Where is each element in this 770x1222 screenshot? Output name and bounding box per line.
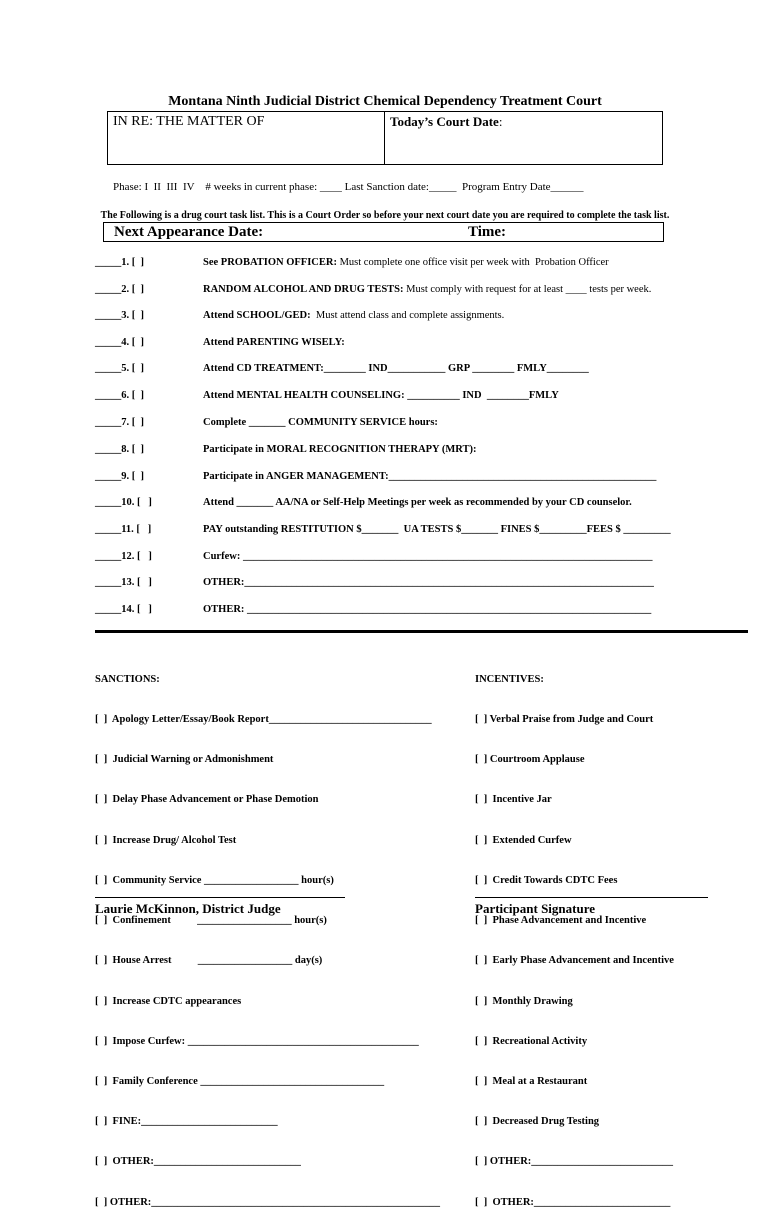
task-text (203, 257, 609, 268)
sanction-item[interactable]: [ ] Confinement __________________ hour(s) (95, 915, 327, 927)
next-appearance-time-label: Time: (468, 224, 507, 240)
task-item (95, 471, 735, 485)
task-checkbox[interactable]: _____13. [ ] (95, 577, 152, 588)
task-bold: RANDOM ALCOHOL AND DRUG TESTS: (203, 284, 404, 295)
task-item (95, 604, 735, 618)
task-text (203, 604, 651, 615)
incentive-item[interactable]: [ ] Monthly Drawing (475, 995, 573, 1007)
matter-box-divider (384, 111, 385, 165)
task-bold: OTHER: _____________________________________________________________________________ (203, 604, 652, 615)
task-bold: Participate in MORAL RECOGNITION THERAPY (MRT): (203, 444, 477, 455)
incentive-item[interactable]: [ ] Meal at a Restaurant (475, 1076, 588, 1087)
document-title: Montana Ninth Judicial District Chemical Dependency Treatment Court (168, 94, 602, 109)
task-item (95, 551, 735, 565)
sanctions-list (95, 646, 440, 1222)
task-bold: Complete _______ COMMUNITY SERVICE hours: (203, 417, 438, 428)
task-item (95, 444, 735, 458)
task-checkbox[interactable]: _____9. [ ] (95, 471, 144, 482)
sanction-item[interactable]: [ ] OTHER:____________________________ (95, 1156, 301, 1168)
court-date-label (390, 114, 502, 130)
task-bold: PAY outstanding RESTITUTION $_______ UA TESTS $_______ FINES $_________FEES $ _________ (203, 524, 671, 535)
court-order-notice: The Following is a drug court task list. This is a Court Order so before your next court date you are required to complete the task list. (100, 210, 670, 221)
task-text (203, 524, 671, 535)
court-date-colon: : (498, 114, 503, 129)
incentive-item[interactable]: [ ] Decreased Drug Testing (475, 1116, 600, 1128)
sanction-item[interactable]: [ ] Apology Letter/Essay/Book Report_______________________________ (95, 714, 432, 726)
task-bold: Curfew: ______________________________________________________________________________ (203, 551, 653, 562)
sanction-item[interactable]: [ ] Impose Curfew: ____________________________________________ (95, 1035, 419, 1047)
task-bold: Attend _______ AA/NA or Self-Help Meetings per week as recommended by your CD counselor. (203, 497, 632, 508)
incentive-item[interactable]: [ ] OTHER:__________________________ (475, 1196, 671, 1208)
incentive-item[interactable]: [ ] OTHER:___________________________ (475, 1156, 674, 1168)
section-divider (95, 630, 748, 633)
task-checkbox[interactable]: _____12. [ ] (95, 551, 152, 562)
task-item (95, 310, 735, 324)
phase-line: Phase: I II III IV # weeks in current phase: ____ Last Sanction date:_____ Program Entry Date______ (113, 181, 584, 193)
task-text (203, 551, 652, 562)
task-item (95, 497, 735, 511)
next-appearance-date-label: Next Appearance Date: (114, 224, 264, 240)
task-checkbox[interactable]: _____4. [ ] (95, 337, 144, 348)
sanction-item[interactable]: [ ] FINE:__________________________ (95, 1116, 278, 1128)
sanction-item[interactable]: [ ] Increase Drug/ Alcohol Test (95, 834, 237, 846)
task-bold: Attend MENTAL HEALTH COUNSELING: __________ IND ________FMLY (203, 390, 559, 401)
task-text (203, 417, 438, 428)
incentive-item[interactable]: [ ] Incentive Jar (475, 794, 552, 806)
task-rest: Must comply with request for at least ____ tests per week. (403, 284, 652, 295)
task-checkbox[interactable]: _____6. [ ] (95, 390, 144, 401)
task-bold: Attend CD TREATMENT:________ IND___________ GRP ________ FMLY________ (203, 363, 589, 374)
judge-signature-line[interactable] (95, 897, 345, 898)
court-date-label-text: Today’s Court Date (390, 114, 499, 129)
participant-signature-line[interactable] (475, 897, 708, 898)
task-text (203, 444, 477, 455)
matter-label: IN RE: THE MATTER OF (113, 114, 265, 129)
task-bold: Attend SCHOOL/GED: (203, 310, 311, 321)
task-checkbox[interactable]: _____1. [ ] (95, 257, 144, 268)
task-text (203, 284, 651, 295)
task-item (95, 417, 735, 431)
task-bold: OTHER:______________________________________________________________________________ (203, 577, 654, 588)
task-checkbox[interactable]: _____10. [ ] (95, 497, 152, 508)
task-text (203, 390, 559, 401)
sanction-item[interactable]: [ ] House Arrest __________________ day(s) (95, 955, 323, 967)
task-checkbox[interactable]: _____11. [ ] (95, 524, 152, 535)
task-checkbox[interactable]: _____3. [ ] (95, 310, 144, 321)
task-item (95, 524, 735, 538)
task-checkbox[interactable]: _____7. [ ] (95, 417, 144, 428)
sanctions-heading: SANCTIONS: (95, 673, 160, 685)
incentive-item[interactable]: [ ] Verbal Praise from Judge and Court (475, 714, 654, 726)
sanction-item[interactable]: [ ] Family Conference ___________________________________ (95, 1076, 385, 1087)
task-rest: Must complete one office visit per week with Probation Officer (336, 257, 609, 268)
sanction-item[interactable]: [ ] Community Service __________________ hour(s) (95, 874, 334, 886)
sanction-item[interactable]: [ ] Judicial Warning or Admonishment (95, 754, 274, 766)
incentives-heading: INCENTIVES: (475, 673, 544, 685)
incentive-item[interactable]: [ ] Phase Advancement and Incentive (475, 915, 647, 927)
task-text (203, 363, 589, 374)
task-text (203, 310, 504, 321)
incentive-item[interactable]: [ ] Recreational Activity (475, 1035, 588, 1047)
task-item (95, 284, 735, 298)
sanction-item[interactable]: [ ] OTHER:_______________________________________________________ (95, 1196, 441, 1208)
task-text (203, 471, 656, 482)
task-checkbox[interactable]: _____8. [ ] (95, 444, 144, 455)
judge-name: Laurie McKinnon, District Judge (95, 901, 281, 916)
task-item (95, 257, 735, 271)
task-text (203, 497, 632, 508)
task-rest: Must attend class and complete assignments. (310, 310, 505, 321)
sanction-item[interactable]: [ ] Increase CDTC appearances (95, 995, 242, 1007)
task-item (95, 337, 735, 351)
task-checkbox[interactable]: _____5. [ ] (95, 363, 144, 374)
task-text (203, 337, 345, 348)
incentive-item[interactable]: [ ] Courtroom Applause (475, 754, 585, 766)
task-checkbox[interactable]: _____14. [ ] (95, 604, 152, 615)
task-bold: Participate in ANGER MANAGEMENT:___________________________________________________ (203, 471, 657, 482)
task-bold: Attend PARENTING WISELY: (203, 337, 345, 348)
task-item (95, 390, 735, 404)
participant-signature-label: Participant Signature (475, 901, 596, 916)
task-item (95, 363, 735, 377)
incentive-item[interactable]: [ ] Early Phase Advancement and Incentive (475, 955, 674, 967)
sanction-item[interactable]: [ ] Delay Phase Advancement or Phase Demotion (95, 794, 319, 806)
incentive-item[interactable]: [ ] Extended Curfew (475, 834, 572, 846)
incentives-list (475, 646, 674, 1222)
task-bold: See PROBATION OFFICER: (203, 257, 337, 268)
task-item (95, 577, 735, 591)
task-checkbox[interactable]: _____2. [ ] (95, 284, 144, 295)
task-text (203, 577, 654, 588)
incentive-item[interactable]: [ ] Credit Towards CDTC Fees (475, 874, 618, 886)
